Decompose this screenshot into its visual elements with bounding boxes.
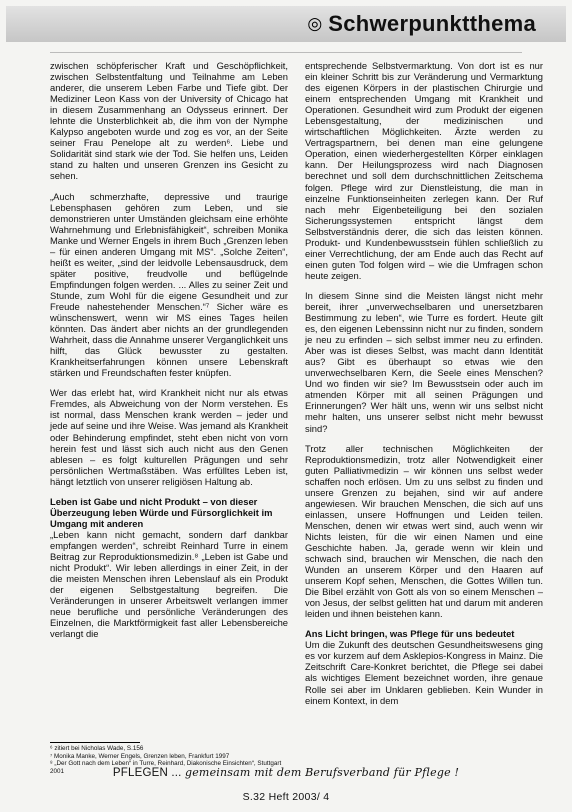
section-header: [6, 6, 566, 42]
header-divider: [50, 52, 522, 53]
slogan-prefix: PFLEGEN ...: [112, 767, 182, 779]
paragraph: Trotz aller technischen Möglichkeiten der Reproduktionsmedizin, trotz aller Notwendigkeit einer guten Palliativmedizin – wir können uns selbst weder schaffen noch erlösen. Um zu uns selbst zu finden und unsere Grenzen zu bejahen, sind wir auf andere angewiesen. Wir brauchen Menschen, die sich auf uns einlassen, unsere Hoffnungen und Leiden teilen. Menschen, denen wir etwas wert sind, auch wenn wir Nichts leisten, für die wir einen Namen und eine Geschichte haben. Ja, gerade wenn wir klein und schwach sind, brauchen wir Menschen, die nach den Wunden an unserem Körper und den Haaren auf unserem Kopf sehen, Menschen, die Gottes Willen tun. Die Bibel erzählt von Gott als von so einem Menschen – von Jesus, der selbst gelitten hat und darum mit anderen leiden und ihnen beistehen kann.: [305, 442, 543, 620]
target-icon: ◎: [307, 14, 323, 33]
footnote-rule: [50, 742, 140, 743]
page-footer: [0, 766, 572, 803]
footer-slogan: [0, 766, 572, 779]
footnote: ⁸ „Der Gott nach dem Leben“ in Turre, Reinhard, Diakonische Einsichten“, Stuttgart 2001: [50, 760, 282, 775]
slogan-handwritten: gemeinsam mit dem Berufsverband für Pflege !: [184, 766, 460, 779]
section-title: Schwerpunktthema: [328, 11, 536, 36]
subheading: Ans Licht bringen, was Pflege für uns bedeutet: [305, 628, 515, 640]
paragraph: „Auch schmerzhafte, depressive und traurige Lebensphasen gehören zum Leben, und sie demonstrieren unter Umständen gleichsam eine erhöhte Wahrnehmung und Erlebnisfähigkeit“, schreiben Monika Manke und Werner Engels in ihrem Buch „Grenzen leben – für einen anderen Umgang mit MS“. „Solche Zeiten“, heißt es weiter, „sind der leidvolle Lebensausdruck, dem später positive, freudvolle und beflügelnde Empfindungen folgen werden. ... Alles zu seiner Zeit und Stunde, zum Wohl für die eigene Gesundheit und zur Freude nahestehender Menschen.“⁷ Sicher wäre es wünschenswert, wenn wir MS eines Tages heilen könnten. Das ändert aber nichts an der grundlegenden Wahrheit, dass die Annahme unserer Verganglichkeit uns hilft, das Glück bewusster zu gestalten. Krankheitserfahrungen können unsere Lebenskraft stärken und Freundschaften fester knüpfen.: [50, 190, 288, 379]
left-column: [50, 60, 288, 648]
footnote: ⁷ Monika Manke, Werner Engels, Grenzen leben, Frankfurt 1997: [50, 752, 230, 760]
footnote: ⁶ zitiert bei Nicholas Wade, S.156: [50, 745, 144, 752]
subheading: Leben ist Gabe und nicht Produkt – von dieser Überzeugung leben Würde und Fürsorglichkeit im Umgang mit anderen: [50, 495, 273, 529]
paragraph: entsprechende Selbstvermarktung. Von dort ist es nur ein kleiner Schritt bis zur Veränderung und Vermarktung des eigenen Körpers in der plastischen Chirurgie und einem entsprechenden Umgang mit Krankheit und Operationen. Gesundheit wird zum Produkt der eigenen Lebensgestaltung, der medizinischen und wirtschaftlichen Möglichkeiten. Ärzte werden zu Vertragspartnern, bei denen man eine gelungene Operation, einen wiederhergestellten Körper einklagen kann. Der Heilungsprozess wird nach Diagnosen berechnet und soll dem durchschnittlichen Zeitschema folgen. Pflege wird zur Dienstleistung, die man in einzelne Funktionseinheiten zerlegen kann. Der Ruf nach mehr Eigenbeteiligung bei den sozialen Sicherungssystemen entspricht längst dem Selbstverständnis derer, die sich das leisten können. Produkt- und Kundenbewusstsein fühlen schließlich zu einer Verrechtlichung, der am Ende auch das Recht auf einen guten Tod folgen wird – wie die Umfragen schon heute zeigen.: [305, 60, 543, 281]
paragraph: In diesem Sinne sind die Meisten längst nicht mehr bereit, ihrer „unverwechselbaren und unersetzbaren Bestimmung zu leben“, wie Turre es fordert. Heute gilt es, den eigenen Lebenssinn nicht nur zu finden, sondern je neu zu erfinden – sich selbst immer neu zu erfinden. Aber was ist dieses Selbst, was macht dann Identität aus? Gibt es überhaupt so etwas wie den unverwechselbaren Kern, die Seele eines Menschen? Und wo finden wir sie? Im Bewusstsein oder auch im atmenden Körper mit all seinen Prägungen und Erinnerungen? Wer hält uns, wenn wir uns selbst nicht mehr halten, uns unserer selbst nicht mehr bewusst sind?: [305, 289, 543, 434]
right-column: [305, 60, 543, 715]
paragraph: „Leben kann nicht gemacht, sondern darf dankbar empfangen werden“, schreibt Reinhard Turre in einem Beitrag zur Reproduktionsmedizin.⁸ „Leben ist Gabe und nicht Produkt“. Wir leben allerdings in einer Zeit, in der die meisten Menschen ihren Lebenslauf als ein Produkt der eigenen Selbstgestaltung begreifen. Die Veränderungen in unserer Arbeitswelt verlangen immer neue berufliche und persönliche Veränderungen des Einzelnen, die Marktförmigkeit fast aller Lebensbereiche verlangt die: [50, 528, 288, 640]
paragraph: Um die Zukunft des deutschen Gesundheitswesens ging es vor kurzem auf dem Asklepios-Kongress in Mainz. Die Zeitschrift Care-Konkret berichtet, die Pflege sei dabei als wichtiges Element bezeichnet worden, ihre genaue Rolle sei aber im Unklaren geblieben. Kein Wunder in einem Kontext, in dem: [305, 639, 543, 706]
paragraph: zwischen schöpferischer Kraft und Geschöpflichkeit, zwischen Selbstentfaltung und Teilnahme am Leben anderer, die unserem Leben Farbe und Tiefe gibt. Der Mediziner Leon Kass von der University of Chicago hat in diesem Zusammenhang an Odysseus erinnert. Der lehnte die Unsterblichkeit ab, die ihm von der Nymphe Kalypso angeboten wurde und zog es vor, an der Seite seiner Frau Penelope alt zu werden⁶. Liebe und Solidarität sind stark wie der Tod. Sie helfen uns, Leiden stand zu halten und unseren Grenzen ins Gesicht zu sehen.: [50, 60, 288, 182]
page-number: S.32 Heft 2003/ 4: [242, 791, 330, 803]
paragraph: Wer das erlebt hat, wird Krankheit nicht nur als etwas Fremdes, als Abweichung von der Norm verstehen. Es ist normal, dass Menschen krank werden – jeder und jede auf seine und ihre Weise. Was jemand als Krankheit oder Behinderung empfindet, steht eben nicht von vorn herein fest und lässt sich auch nicht aus den Genen ablesen – es folgt kulturellen Prägungen und sehr persönlichen Wertmaßstäben. Was erfülltes Leben ist, hängt letztlich von unserer religiösen Haltung ab.: [50, 387, 288, 487]
